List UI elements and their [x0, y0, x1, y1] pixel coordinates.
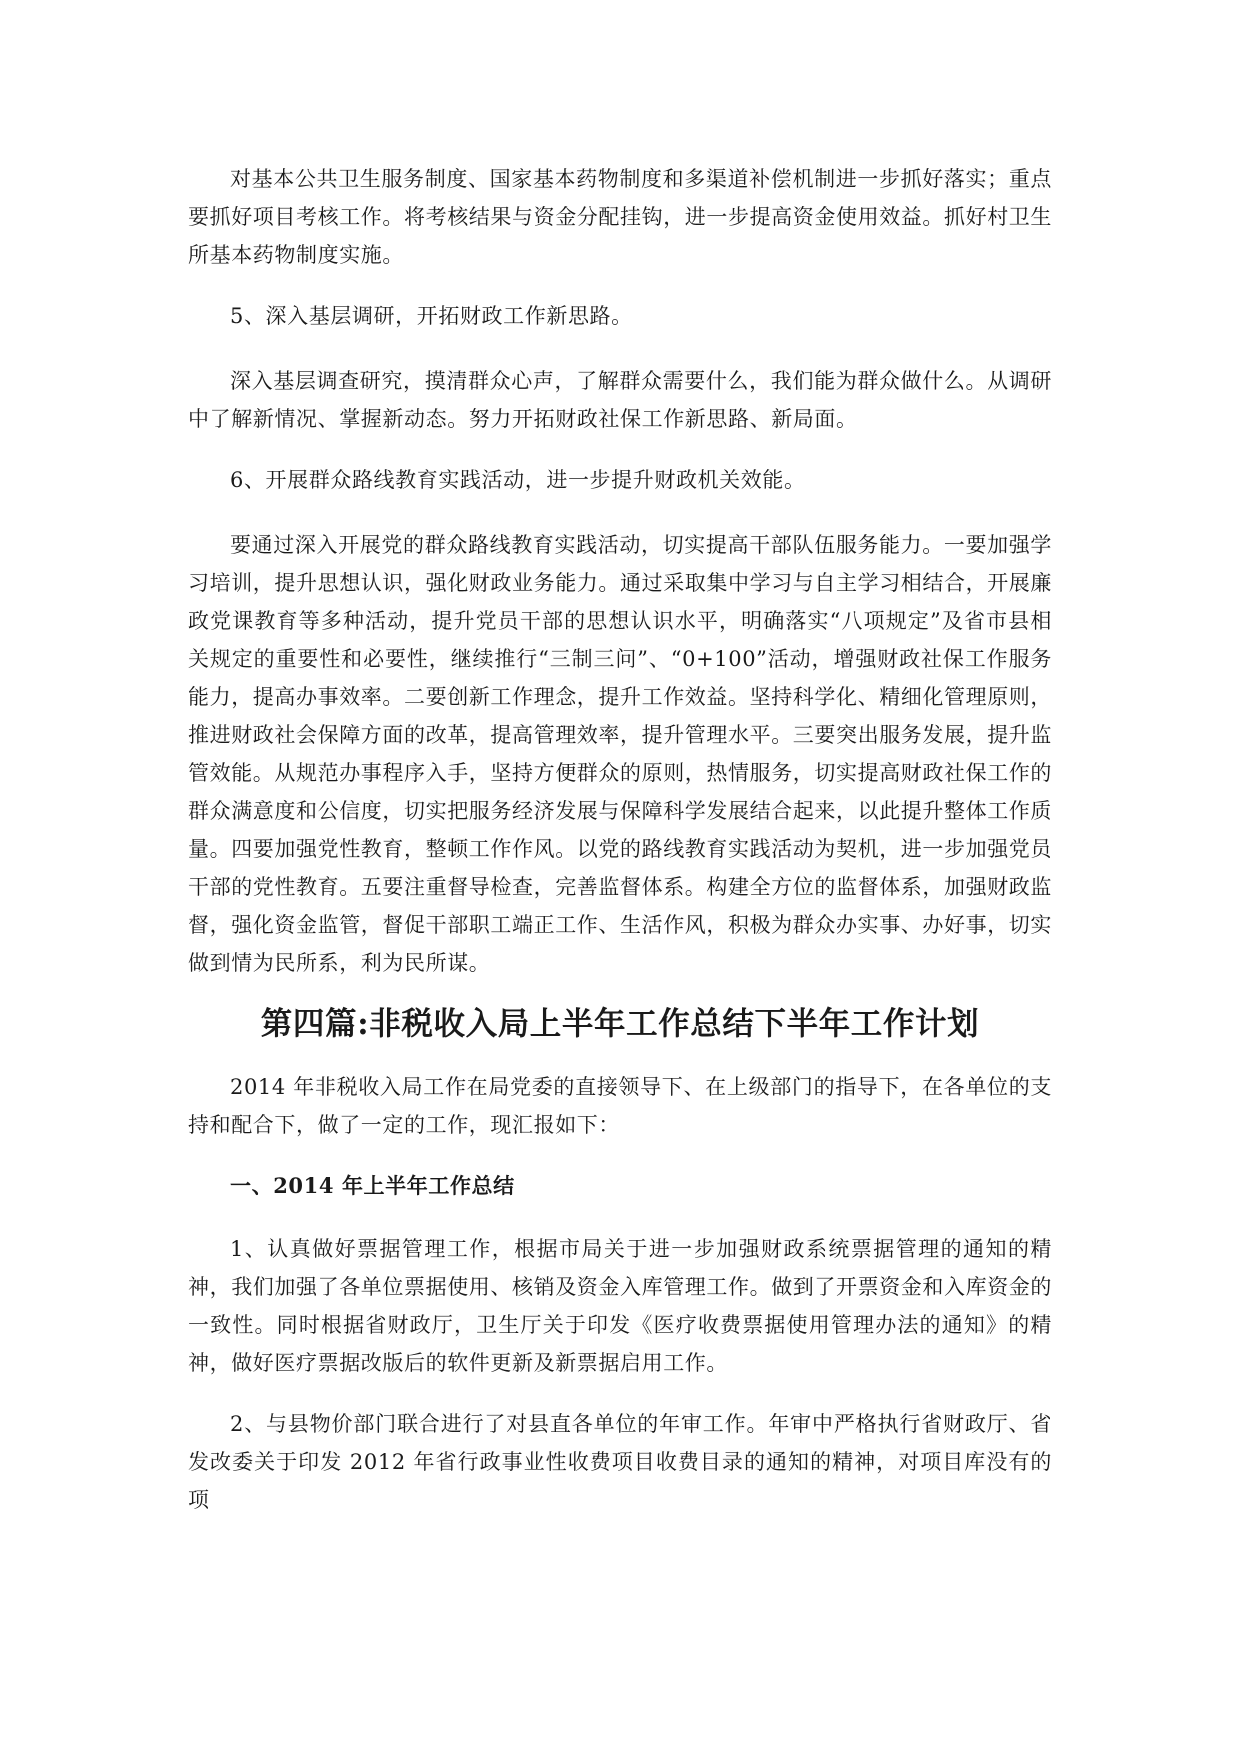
- paragraph-grassroots-research: 深入基层调查研究，摸清群众心声，了解群众需要什么，我们能为群众做什么。从调研中了解新情况、掌握新动态。努力开拓财政社保工作新思路、新局面。: [188, 369, 1052, 431]
- section-title: 第四篇:非税收入局上半年工作总结下半年工作计划: [260, 1005, 980, 1042]
- paragraph-item-2: 2、与县物价部门联合进行了对县直各单位的年审工作。年审中严格执行省财政厅、省发改委关于印发 2012 年省行政事业性收费项目收费目录的通知的精神，对项目库没有的项: [188, 1412, 1052, 1512]
- paragraph-intro: 2014 年非税收入局工作在局党委的直接领导下、在上级部门的指导下，在各单位的支持和配合下，做了一定的工作，现汇报如下：: [188, 1075, 1052, 1137]
- subheading-first-half-summary: 一、2014 年上半年工作总结: [230, 1173, 515, 1198]
- paragraph-item-1: 1、认真做好票据管理工作，根据市局关于进一步加强财政系统票据管理的通知的精神，我们加强了各单位票据使用、核销及资金入库管理工作。做到了开票资金和入库资金的一致性。同时根据省财政厅，卫生厅关于印发《医疗收费票据使用管理办法的通知》的精神，做好医疗票据改版后的软件更新及新票据启用工作。: [188, 1237, 1052, 1375]
- paragraph-item-6-title: 6、开展群众路线教育实践活动，进一步提升财政机关效能。: [230, 468, 806, 492]
- document-body: [188, 160, 1052, 1542]
- paragraph-mass-line-education: 要通过深入开展党的群众路线教育实践活动，切实提高干部队伍服务能力。一要加强学习培训，提升思想认识，强化财政业务能力。通过采取集中学习与自主学习相结合，开展廉政党课教育等多种活动，提升党员干部的思想认识水平，明确落实“八项规定”及省市县相关规定的重要性和必要性，继续推行“三制三问”、“0+100”活动，增强财政社保工作服务能力，提高办事效率。二要创新工作理念，提升工作效益。坚持科学化、精细化管理原则，推进财政社会保障方面的改革，提高管理效率，提升管理水平。三要突出服务发展，提升监管效能。从规范办事程序入手，坚持方便群众的原则，热情服务，切实提高财政社保工作的群众满意度和公信度，切实把服务经济发展与保障科学发展结合起来，以此提升整体工作质量。四要加强党性教育，整顿工作作风。以党的路线教育实践活动为契机，进一步加强党员干部的党性教育。五要注重督导检查，完善监督体系。构建全方位的监督体系，加强财政监督，强化资金监管，督促干部职工端正工作、生活作风，积极为群众办实事、办好事，切实做到情为民所系，利为民所谋。: [188, 533, 1052, 975]
- paragraph-item-5-title: 5、深入基层调研，开拓财政工作新思路。: [230, 304, 633, 328]
- paragraph-health-system: 对基本公共卫生服务制度、国家基本药物制度和多渠道补偿机制进一步抓好落实；重点要抓好项目考核工作。将考核结果与资金分配挂钩，进一步提高资金使用效益。抓好村卫生所基本药物制度实施。: [188, 167, 1052, 267]
